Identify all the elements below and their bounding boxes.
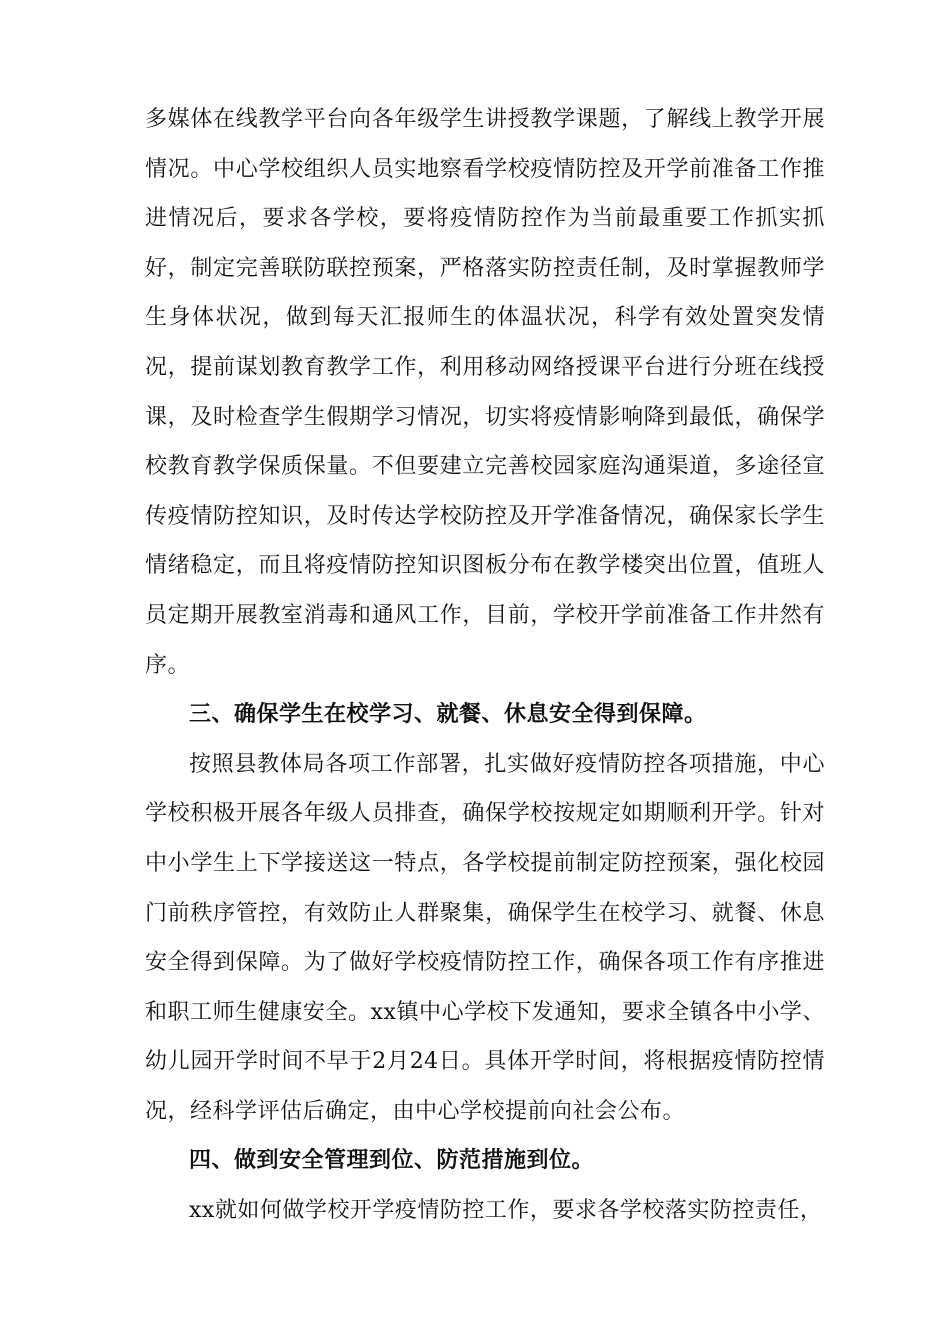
section-heading-three: 三、确保学生在校学习、就餐、休息安全得到保障。 — [189, 702, 707, 728]
section-heading-four: 四、做到安全管理到位、防范措施到位。 — [189, 1148, 595, 1174]
paragraph-continuation: 多媒体在线教学平台向各年级学生讲授教学课题，了解线上教学开展情况。中心学校组织人员实地察看学校疫情防控及开学前准备工作推进情况后，要求各学校，要将疫情防控作为当前最重要工作抓实抓好，制定完善联防联控预案，严格落实防控责任制，及时掌握教师学生身体状况，做到每天汇报师生的体温状况，科学有效处置突发情况，提前谋划教育教学工作，利用移动网络授课平台进行分班在线授课，及时检查学生假期学习情况，切实将疫情影响降到最低，确保学校教育教学保质保量。不但要建立完善校园家庭沟通渠道，多途径宣传疫情防控知识，及时传达学校防控及开学准备情况，确保家长学生情绪稳定，而且将疫情防控知识图板分布在教学楼突出位置，值班人员定期开展教室消毒和通风工作，目前，学校开学前准备工作井然有序。 — [145, 107, 825, 678]
paragraph-section-four: xx就如何做学校开学疫情防控工作，要求各学校落实防控责任， — [189, 1198, 823, 1224]
document-body — [145, 95, 825, 1236]
paragraph-section-three: 按照县教体局各项工作部署，扎实做好疫情防控各项措施，中心学校积极开展各年级人员排查，确保学校按规定如期顺利开学。针对中小学生上下学接送这一特点，各学校提前制定防控预案，强化校园门前秩序管控，有效防止人群聚集，确保学生在校学习、就餐、休息安全得到保障。为了做好学校疫情防控工作，确保各项工作有序推进和职工师生健康安全。xx镇中心学校下发通知，要求全镇各中小学、幼儿园开学时间不早于2月24日。具体开学时间，将根据疫情防控情况，经科学评估后确定，由中心学校提前向社会公布。 — [145, 751, 825, 1124]
